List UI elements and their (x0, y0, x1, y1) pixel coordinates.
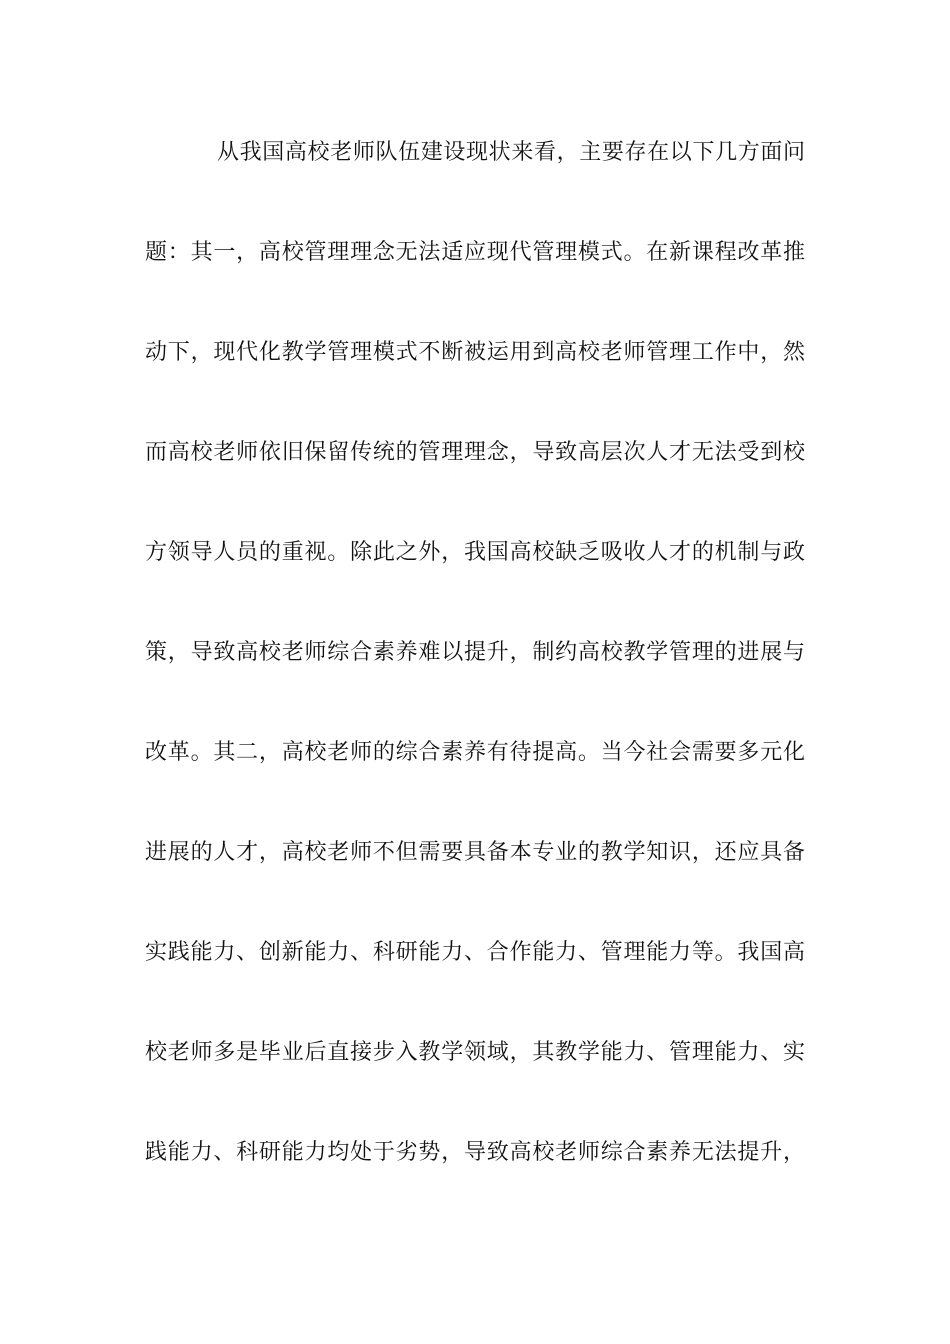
text-line-4: 而高校老师依旧保留传统的管理理念，导致高层次人才无法受到校 (145, 440, 805, 465)
text-line-5: 方领导人员的重视。除此之外，我国高校缺乏吸收人才的机制与政 (145, 540, 805, 565)
text-line-3: 动下，现代化教学管理模式不断被运用到高校老师管理工作中，然 (145, 340, 805, 365)
body-paragraph (145, 128, 805, 1228)
text-line-9: 实践能力、创新能力、科研能力、合作能力、管理能力等。我国高 (145, 940, 805, 965)
text-line-10: 校老师多是毕业后直接步入教学领域，其教学能力、管理能力、实 (145, 1040, 805, 1065)
text-line-1: 从我国高校老师队伍建设现状来看，主要存在以下几方面问 (217, 140, 805, 165)
text-line-11: 践能力、科研能力均处于劣势，导致高校老师综合素养无法提升， (145, 1140, 805, 1165)
text-line-8: 进展的人才，高校老师不但需要具备本专业的教学知识，还应具备 (145, 840, 805, 865)
text-line-7: 改革。其二，高校老师的综合素养有待提高。当今社会需要多元化 (145, 740, 805, 765)
text-line-6: 策，导致高校老师综合素养难以提升，制约高校教学管理的进展与 (145, 640, 805, 665)
text-line-2: 题：其一，高校管理理念无法适应现代管理模式。在新课程改革推 (145, 240, 805, 265)
